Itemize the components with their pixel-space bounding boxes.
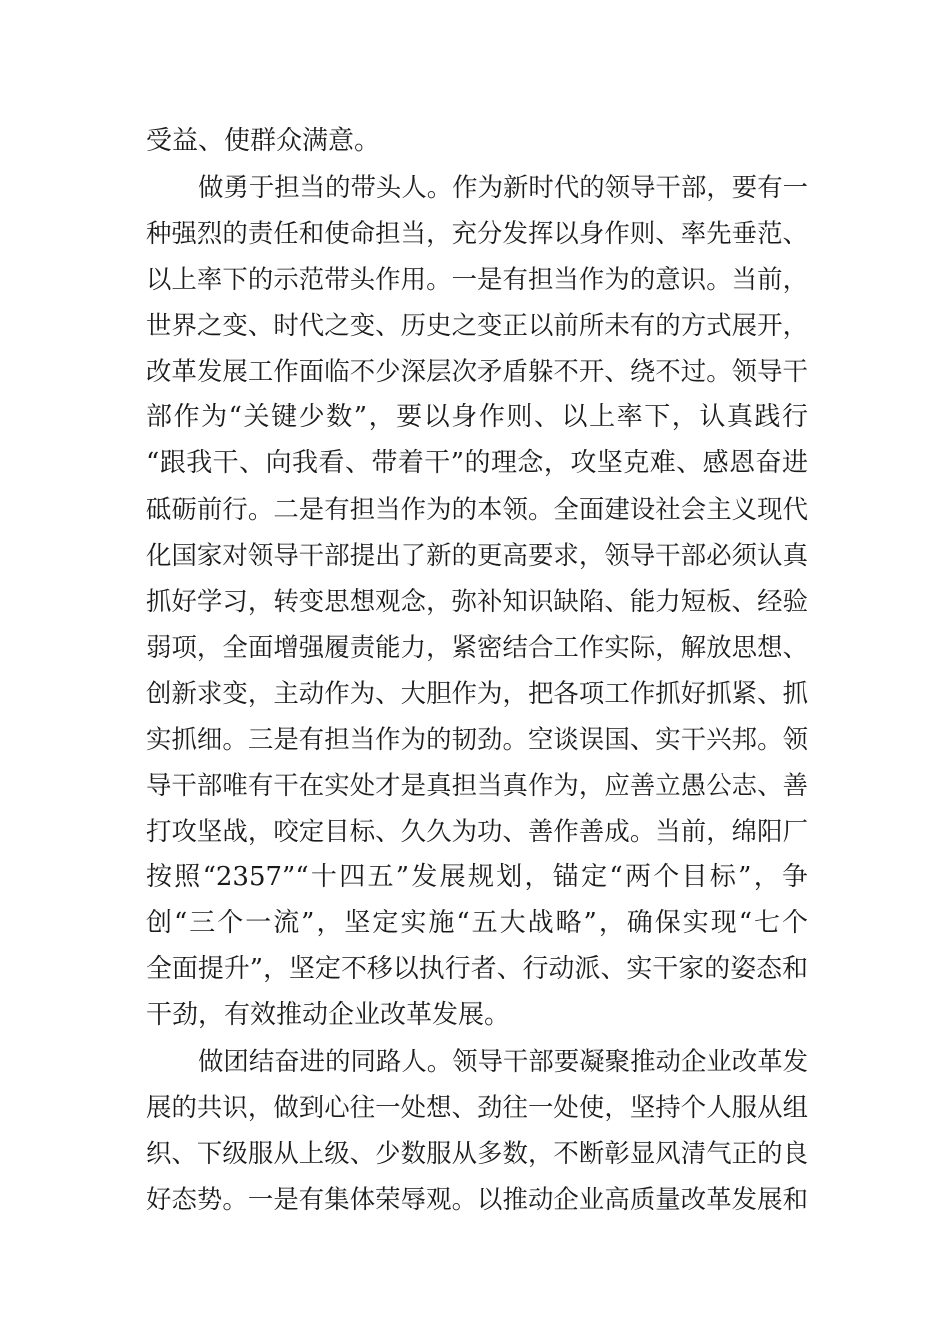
text-line: 化国家对领导干部提出了新的更高要求，领导干部必须认真 xyxy=(146,540,808,570)
text-line: 导干部唯有干在实处才是真担当真作为，应善立愚公志、善 xyxy=(146,770,808,800)
paragraph-start-line: 做勇于担当的带头人。作为新时代的领导干部，要有一 xyxy=(198,172,808,202)
text-line: 创“三个一流”，坚定实施“五大战略”，确保实现“七个 xyxy=(146,908,808,938)
text-line: 改革发展工作面临不少深层次矛盾躲不开、绕不过。领导干 xyxy=(146,356,808,386)
text-line: 全面提升”，坚定不移以执行者、行动派、实干家的姿态和 xyxy=(146,954,808,984)
text-line: 抓好学习，转变思想观念，弥补知识缺陷、能力短板、经验 xyxy=(146,586,808,616)
text-line: 织、下级服从上级、少数服从多数，不断彰显风清气正的良 xyxy=(146,1138,808,1168)
text-line: 砥砺前行。二是有担当作为的本领。全面建设社会主义现代 xyxy=(146,494,808,524)
text-line: 受益、使群众满意。 xyxy=(146,126,381,156)
text-line: 实抓细。三是有担当作为的韧劲。空谈误国、实干兴邦。领 xyxy=(146,724,808,754)
text-line: 世界之变、时代之变、历史之变正以前所未有的方式展开， xyxy=(146,310,808,340)
body-text xyxy=(146,118,808,1222)
paragraph-start-line: 做团结奋进的同路人。领导干部要凝聚推动企业改革发 xyxy=(198,1046,808,1076)
text-line: 按照“2357”“十四五”发展规划，锚定“两个目标”，争 xyxy=(146,862,808,892)
text-line: 好态势。一是有集体荣辱观。以推动企业高质量改革发展和 xyxy=(146,1184,808,1214)
text-line: 弱项，全面增强履责能力，紧密结合工作实际，解放思想、 xyxy=(146,632,808,662)
text-line: 种强烈的责任和使命担当，充分发挥以身作则、率先垂范、 xyxy=(146,218,808,248)
text-line: 干劲，有效推动企业改革发展。 xyxy=(146,1000,511,1030)
text-line: 打攻坚战，咬定目标、久久为功、善作善成。当前，绵阳厂 xyxy=(146,816,808,846)
text-line: “跟我干、向我看、带着干”的理念，攻坚克难、感恩奋进 xyxy=(146,448,808,478)
text-line: 以上率下的示范带头作用。一是有担当作为的意识。当前， xyxy=(146,264,808,294)
text-line: 展的共识，做到心往一处想、劲往一处使，坚持个人服从组 xyxy=(146,1092,808,1122)
text-line: 创新求变，主动作为、大胆作为，把各项工作抓好抓紧、抓 xyxy=(146,678,808,708)
text-line: 部作为“关键少数”，要以身作则、以上率下，认真践行 xyxy=(146,402,808,432)
